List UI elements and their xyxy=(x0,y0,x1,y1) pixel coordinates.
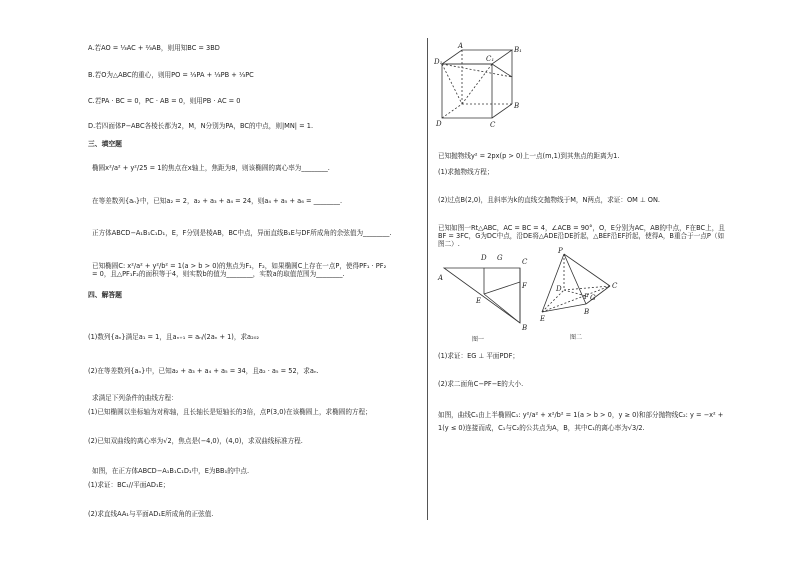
answer-q2-part1: (1)已知椭圆以坐标轴为对称轴，且长轴长是短轴长的3倍，点P(3,0)在该椭圆上，求椭圆的方程； xyxy=(88,408,372,416)
left-column xyxy=(88,0,418,562)
fig1-label: C xyxy=(522,258,528,266)
option-a: A.若AO = ⅓AC + ⅔AB，则用知BC = 3BD xyxy=(88,44,220,52)
fig1-label: B xyxy=(522,324,528,332)
fig2-label: C xyxy=(612,282,618,290)
fig2-caption: 图二 xyxy=(570,334,583,341)
parabola-stem: 已知抛物线y² = 2px(p > 0)上一点(m,1)到其焦点的距离为1. xyxy=(438,152,620,160)
fill-q1: 椭圆x²/a² + y²/25 = 1的焦点在x轴上，焦距为8，则该椭圆的离心率为________. xyxy=(92,164,330,172)
fold-stem: 已知如图一Rt△ABC，AC = BC = 4，∠ACB = 90°，O，E分别为AC，AB的中点，F在BC上，且BF = 3FC，G为DC中点，沿DE将△ADE沿DE折起，△BEF沿EF折起，使得A，B重合于一点P（如图二）. xyxy=(438,224,725,248)
answer-q3-part1: (1)求证：BC₁//平面AD₁E； xyxy=(88,481,170,489)
fold-part1: (1)求证：EG ⊥ 平面PDF； xyxy=(438,352,519,360)
fig1-label: G xyxy=(497,254,503,262)
fig2-label: B xyxy=(584,308,590,316)
fill-q3: 正方体ABCD−A₁B₁C₁D₁，E，F分别是棱AB，BC中点，异面直线B₁E与DF所成角的余弦值为________. xyxy=(92,229,392,237)
fig1-caption: 图一 xyxy=(472,336,485,343)
answer-q2-stem: 求满足下列条件的曲线方程： xyxy=(92,394,178,402)
cube-label: C₁ xyxy=(486,55,495,63)
cube-label: B xyxy=(514,102,520,110)
fold-part2: (2)求二面角C−PF−E的大小. xyxy=(438,380,524,388)
fig2-label: D xyxy=(556,285,562,293)
fig2-label: P xyxy=(558,247,563,255)
answer-q3-part2: (2)求直线AA₁与平面AD₁E所成角的正弦值. xyxy=(88,510,214,518)
section-fill-in: 三、填空题 xyxy=(88,140,122,148)
cube-label: D₁ xyxy=(434,58,443,66)
cube-label: C xyxy=(490,121,496,129)
cube-figure xyxy=(434,40,534,132)
figure-one xyxy=(434,246,534,346)
cube-label: A xyxy=(458,42,464,50)
fig1-label: D xyxy=(481,254,487,262)
curve-stem: 如图，曲线C₁由上半椭圆C₁: y²/a² + x²/b² = 1(a > b > 0，y ≥ 0)和部分抛物线C₂: y = −x² + 1(y ≤ 0)连接而成，C₁与C₂的公共点为A，B，其中C₁的离心率为√3/2. xyxy=(438,411,724,432)
section-answer: 四、解答题 xyxy=(88,291,122,299)
fill-q2: 在等差数列{aₙ}中，已知a₂ = 2，a₂ + a₃ + a₄ = 24，则a₄ + a₅ + a₆ = ________. xyxy=(92,197,343,205)
fill-q4: 已知椭圆C: x²/a² + y²/b² = 1(a > b > 0)的焦点为F₁，F₂，如果椭圆C上存在一点P，使得PF₁ · PF₂ = 0，且△PF₁F₂的面积等于4，则实数b的值为________，实数a的取值范围为________. xyxy=(92,262,387,278)
option-d: D.若四面体P−ABC各棱长都为2，M，N分别为PA，BC的中点，则|MN| = 1. xyxy=(88,122,314,130)
fig2-label: E xyxy=(540,315,546,323)
fig2-label: G xyxy=(590,294,596,302)
column-divider xyxy=(427,38,428,520)
fig1-label: A xyxy=(438,274,444,282)
parabola-part2: (2)过点B(2,0)，且斜率为k的直线交抛物线于M，N两点，求证：OM ⊥ ON. xyxy=(438,196,661,204)
cube-label: B₁ xyxy=(514,46,522,54)
option-c: C.若PA · BC = 0，PC · AB = 0，则用PB · AC = 0 xyxy=(88,97,241,105)
option-b: B.若O为△ABC的重心，则用PO = ⅓PA + ⅓PB + ⅓PC xyxy=(88,71,254,79)
answer-q3-stem: 如图，在正方体ABCD−A₁B₁C₁D₁中，E为BB₁的中点. xyxy=(92,467,250,475)
figure-two xyxy=(536,244,626,344)
parabola-part1: (1)求抛物线方程； xyxy=(438,168,494,176)
answer-q2-part2: (2)已知双曲线的离心率为√2，焦点是(−4,0)，(4,0)，求双曲线标准方程. xyxy=(88,437,303,445)
fig1-label: F xyxy=(522,282,527,290)
cube-label: D xyxy=(436,120,442,128)
fig1-label: E xyxy=(476,297,482,305)
answer-q1-part1: (1)数列{aₙ}满足a₁ = 1，且aₙ₊₁ = aₙ/(2aₙ + 1)，求a₂₀₂ xyxy=(88,333,260,341)
fig2-label: F xyxy=(584,293,589,301)
answer-q1-part2: (2)在等差数列{aₙ}中，已知a₂ + a₃ + a₄ + a₅ = 34，且a₂ · a₅ = 52，求aₙ. xyxy=(88,367,319,375)
